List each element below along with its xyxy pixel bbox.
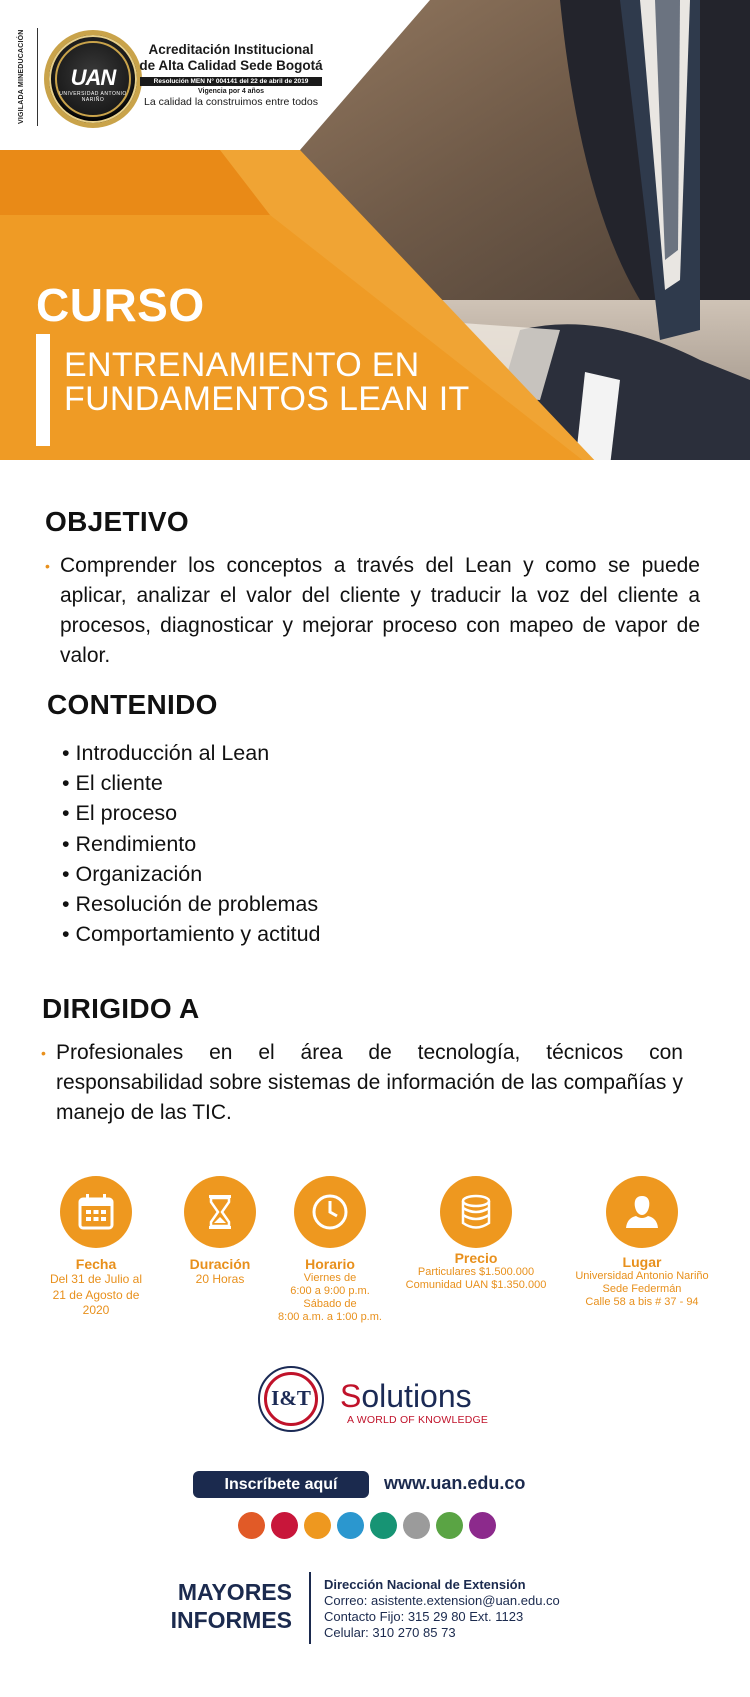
list-item: • Organización (62, 859, 321, 889)
duracion-line1: 20 Horas (195, 1272, 245, 1286)
mayores-line1: MAYORES (177, 1579, 292, 1605)
contact-phone: Contacto Fijo: 315 29 80 Ext. 1123 (324, 1609, 524, 1624)
list-item: • Rendimiento (62, 829, 321, 859)
precio-line1: Particulares $1.500.000 (417, 1266, 535, 1278)
office-name: Dirección Nacional de Extensión (324, 1577, 526, 1592)
title-accent-bar (36, 334, 50, 446)
lugar-line2: Sede Federmán (602, 1283, 682, 1295)
validity-text: Vigencia por 4 años (197, 88, 264, 95)
color-dot (238, 1512, 265, 1539)
clock-icon (294, 1176, 366, 1248)
course-kicker: CURSO (36, 279, 205, 331)
info-lugar (562, 1176, 722, 1309)
lugar-line1: Universidad Antonio Nariño (575, 1270, 709, 1282)
color-dot (304, 1512, 331, 1539)
mayores-informes (150, 1578, 292, 1634)
precio-line2: Comunidad UAN $1.350.000 (405, 1279, 547, 1291)
fecha-line2: 21 de Agosto de (52, 1287, 140, 1302)
contenido-title: CONTENIDO (47, 689, 218, 720)
dirigido-text (41, 1038, 683, 1128)
dirigido-title: DIRIGIDO A (42, 993, 200, 1024)
contenido-list (62, 738, 321, 949)
fecha-line1: Del 31 de Julio al (49, 1272, 143, 1286)
wordmark-first-letter: S (340, 1378, 362, 1414)
wordmark-rest: olutions (361, 1378, 472, 1414)
objetivo-title: OBJETIVO (45, 506, 189, 537)
solutions-wordmark (340, 1378, 472, 1415)
course-title-line2: FUNDAMENTOS LEAN IT (64, 380, 470, 418)
uan-seal-logo (44, 30, 142, 128)
bullet-dot: • (41, 1045, 46, 1061)
logo-text: I&T (271, 1386, 311, 1410)
color-dot (436, 1512, 463, 1539)
duracion-label: Duración (189, 1256, 251, 1272)
contact-block (324, 1577, 560, 1641)
list-item: • Introducción al Lean (62, 738, 321, 768)
hero-banner (0, 0, 750, 466)
solutions-tagline: A WORLD OF KNOWLEDGE (347, 1414, 489, 1426)
lugar-line3: Calle 58 a bis # 37 - 94 (585, 1296, 699, 1308)
info-duracion (170, 1176, 270, 1288)
accreditation-line2: de Alta Calidad Sede Bogotá (139, 58, 323, 73)
resolution-text: Resolución MEN N° 004141 del 22 de abril de 2019 (140, 77, 322, 86)
course-title-line1: ENTRENAMIENTO EN (64, 346, 420, 384)
mayores-line2: INFORMES (170, 1607, 292, 1633)
horario-line1: Viernes de (303, 1272, 357, 1284)
course-title (64, 348, 544, 416)
seal-text: UAN (70, 65, 116, 90)
seal-subtext: UNIVERSIDAD ANTONIO NARIÑO (59, 91, 127, 103)
info-fecha (36, 1176, 156, 1319)
info-horario (270, 1176, 390, 1324)
objetivo-body: Comprender los conceptos a través del Lean y como se puede aplicar, analizar el valor del cliente y traducir la voz del cliente a procesos, diagnosticar y mejorar proceso con mapeo de vapor de valor. (60, 554, 700, 667)
contact-email[interactable]: Correo: asistente.extension@uan.edu.co (324, 1593, 560, 1608)
contact-mobile: Celular: 310 270 85 73 (324, 1625, 456, 1640)
list-item: • El proceso (62, 798, 321, 828)
website-link[interactable]: www.uan.edu.co (384, 1473, 526, 1493)
person-icon (606, 1176, 678, 1248)
horario-line3: Sábado de (303, 1298, 357, 1310)
fecha-line3: 2020 (82, 1303, 110, 1317)
precio-label: Precio (454, 1250, 498, 1266)
list-item: • Comportamiento y actitud (62, 919, 321, 949)
color-dot (370, 1512, 397, 1539)
objetivo-text (45, 551, 700, 671)
color-dot (271, 1512, 298, 1539)
lugar-label: Lugar (622, 1254, 662, 1270)
it-solutions-logo (258, 1366, 324, 1432)
register-button[interactable]: Inscríbete aquí (193, 1471, 369, 1498)
info-precio (396, 1176, 556, 1292)
color-dot (337, 1512, 364, 1539)
accreditation-block (138, 42, 324, 109)
horario-line2: 6:00 a 9:00 p.m. (290, 1285, 370, 1297)
list-item: • Resolución de problemas (62, 889, 321, 919)
horario-label: Horario (305, 1256, 355, 1272)
hourglass-icon (184, 1176, 256, 1248)
fecha-label: Fecha (75, 1256, 117, 1272)
bullet-dot: • (45, 558, 50, 574)
dirigido-body: Profesionales en el área de tecnología, técnicos con responsabilidad sobre sistemas de información de las compañías y manejo de las TIC. (56, 1041, 683, 1124)
coins-icon (440, 1176, 512, 1248)
color-dot (403, 1512, 430, 1539)
calendar-icon (60, 1176, 132, 1248)
footer-divider (309, 1572, 311, 1644)
horario-line4: 8:00 a.m. a 1:00 p.m. (278, 1311, 382, 1323)
color-dots (238, 1512, 496, 1539)
list-item: • El cliente (62, 768, 321, 798)
color-dot (469, 1512, 496, 1539)
vigilada-label: VIGILADA MINEDUCACIÓN (18, 28, 38, 126)
slogan-text: La calidad la construimos entre todos (144, 96, 318, 108)
accreditation-line1: Acreditación Institucional (148, 42, 314, 57)
